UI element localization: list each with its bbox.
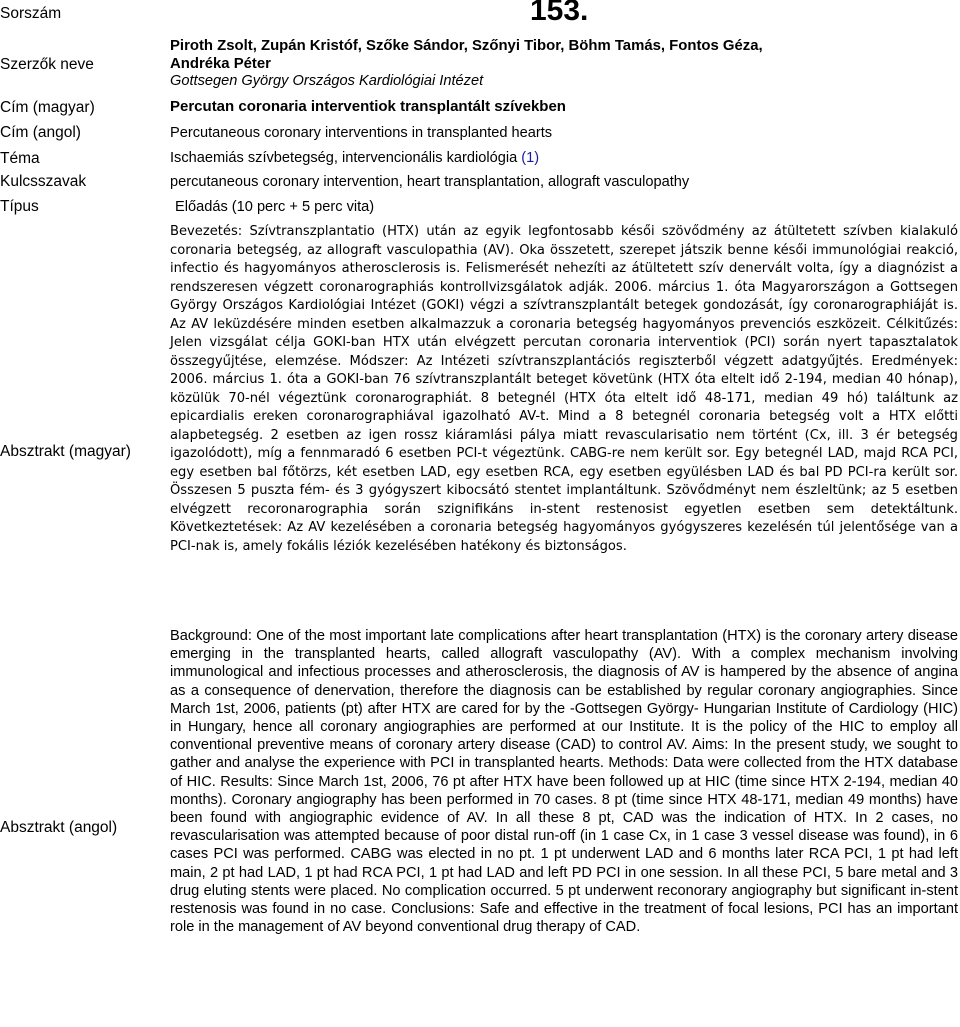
topic-text: Ischaemiás szívbetegség, intervencionális kardiológia	[170, 150, 518, 166]
presentation-type: Előadás (10 perc + 5 perc vita)	[175, 199, 375, 215]
topic	[170, 149, 958, 167]
label-abstract-angol: Absztrakt (angol)	[0, 819, 118, 836]
title-english: Percutaneous coronary interventions in transplanted hearts	[170, 125, 553, 141]
label-kulcsszavak: Kulcsszavak	[0, 173, 87, 190]
authors	[170, 37, 958, 73]
authors-line-2: Andréka Péter	[170, 56, 271, 72]
title-hungarian: Percutan coronaria interventiok transplantált szívekben	[170, 98, 566, 115]
label-tipus: Típus	[0, 198, 39, 215]
label-abstract-magyar: Absztrakt (magyar)	[0, 443, 131, 460]
keywords: percutaneous coronary intervention, heart transplantation, allograft vasculopathy	[170, 174, 690, 190]
label-tema: Téma	[0, 150, 40, 167]
abstract-hungarian: Bevezetés: Szívtranszplantatio (HTX) után az egyik legfontosabb késői szövődmény az átültetett szívben kialakuló coronaria betegség, az allograft vasculopathia (AV). Oka összetett, szerepet játszik benne késői immunológiai reakció, infectio és hagyományos atherosclerosis is. Felismerését nehezíti az átültetett szív denervált volta, így a diagnózist a rendszeresen végzett coronarographiás kontrollvizsgálatok adják. 2006. március 1. óta Magyarországon a Gottsegen György Országos Kardiológiai Intézet (GOKI) végzi a szívtranszplantált betegek gondozását, így coronarographiáját is. Az AV leküzdésére minden esetben alkalmazzuk a coronaria betegség hagyományos prevenciós eszközeit. Célkitűzés: Jelen vizsgálat célja GOKI-ban HTX után elvégzett percutan coronaria interventiok (PCI) során nyert tapasztalatok összegyűjtése, elemzése. Módszer: Az Intézeti szívtranszplantációs regiszterből végzett adatgyűjtés. Eredmények: 2006. március 1. óta a GOKI-ban 76 szívtranszplantált beteget követünk (HTX óta eltelt idő 2-194, median 40 hónap), közülük 70-nél végeztünk coronarographiát. 8 betegnél (HTX óta eltelt idő 48-171, median 49 hó) találtunk az epicardialis ereken coronarographiával igazolható AV-t. Mind a 8 betegnél coronaria betegség volt a HTX előtti alapbetegség. 2 esetben az igen rossz kiáramlási pálya miatt revascularisatio nem történt (Cx, ill. 3 ér betegség igazolódott), míg a fennmaradó 6 esetben PCI-t végeztünk. CABG-re nem került sor. Egy betegnél LAD, majd RCA PCI, egy esetben bal főtörzs, két esetben LAD, egy esetben RCA, egy esetben együlésben LAD és bal PD PCI-ra került sor. Összesen 5 puszta fém- és 3 gyógyszert kibocsátó stentet implantáltunk. Szövődményt nem észleltünk; az 5 esetben elvégzett recoronarographia során szignifikáns in-stent restenosist egyetlen esetben sem detektáltunk. Következtetések: Az AV kezelésében a coronaria betegség hagyományos gyógyszeres kezelésén túl jelentősége van a PCI-nak is, amely fokális léziók kezelésében hatékony és biztonságos.	[170, 224, 958, 554]
label-sorszam: Sorszám	[0, 5, 62, 22]
topic-reference-link[interactable]: (1)	[521, 150, 540, 166]
label-szerzok: Szerzők neve	[0, 56, 94, 73]
record-number: 153.	[530, 0, 589, 27]
authors-line-1: Piroth Zsolt, Zupán Kristóf, Szőke Sándor, Szőnyi Tibor, Böhm Tamás, Fontos Géza,	[170, 38, 763, 54]
label-cim-magyar: Cím (magyar)	[0, 99, 95, 116]
abstract-english: Background: One of the most important late complications after heart transplantation (HTX) is the coronary artery disease emerging in the transplanted hearts, called allograft vasculopathy (AV). With a complex mechanism involving immunological and infectious processes and atherosclerosis, the diagnosis of AV is hampered by the absence of angina as a consequence of denervation, therefore the diagnosis can be established by regular coronary angiographies. Since March 1st, 2006, patients (pt) after HTX are cared for by the -Gottsegen György- Hungarian Institute of Cardiology (HIC) in Hungary, hence all coronary angiographies are performed at our Institute. It is the policy of the HIC to employ all conventional preventive means of coronary artery disease (CAD) to control AV. Aims: In the present study, we sought to gather and analyse the experience with PCI in transplanted hearts. Methods: Data were collected from the HTX database of HIC. Results: Since March 1st, 2006, 76 pt after HTX have been followed up at HIC (time since HTX 2-194, median 40 months). Coronary angiography has been performed in 70 cases. 8 pt (time since HTX 48-171, median 49 months) have been found with angiographic evidence of AV. In all these 8 pt, CAD was the indication of HTX. In 2 cases, no revascularisation was attempted because of poor distal run-off (in 1 case Cx, in 1 case 3 vessel disease was found), in 6 cases PCI was performed. CABG was elected in no pt. 1 pt underwent LAD and 6 months later RCA PCI, 1 pt had left main, 2 pt had LAD, 1 pt had RCA PCI, 1 pt had LAD and left PD PCI in one session. In all these PCI, 5 bare metal and 3 drug eluting stents were placed. No complication occurred. 5 pt underwent reconorary angiography but significant in-stent restenosis was found in no case. Conclusions: Safe and effective in the treatment of focal lesions, PCI has an important role in the management of AV beyond conventional drug therapy of CAD.	[170, 628, 958, 936]
institution: Gottsegen György Országos Kardiológiai Intézet	[170, 73, 484, 89]
label-cim-angol: Cím (angol)	[0, 124, 81, 141]
